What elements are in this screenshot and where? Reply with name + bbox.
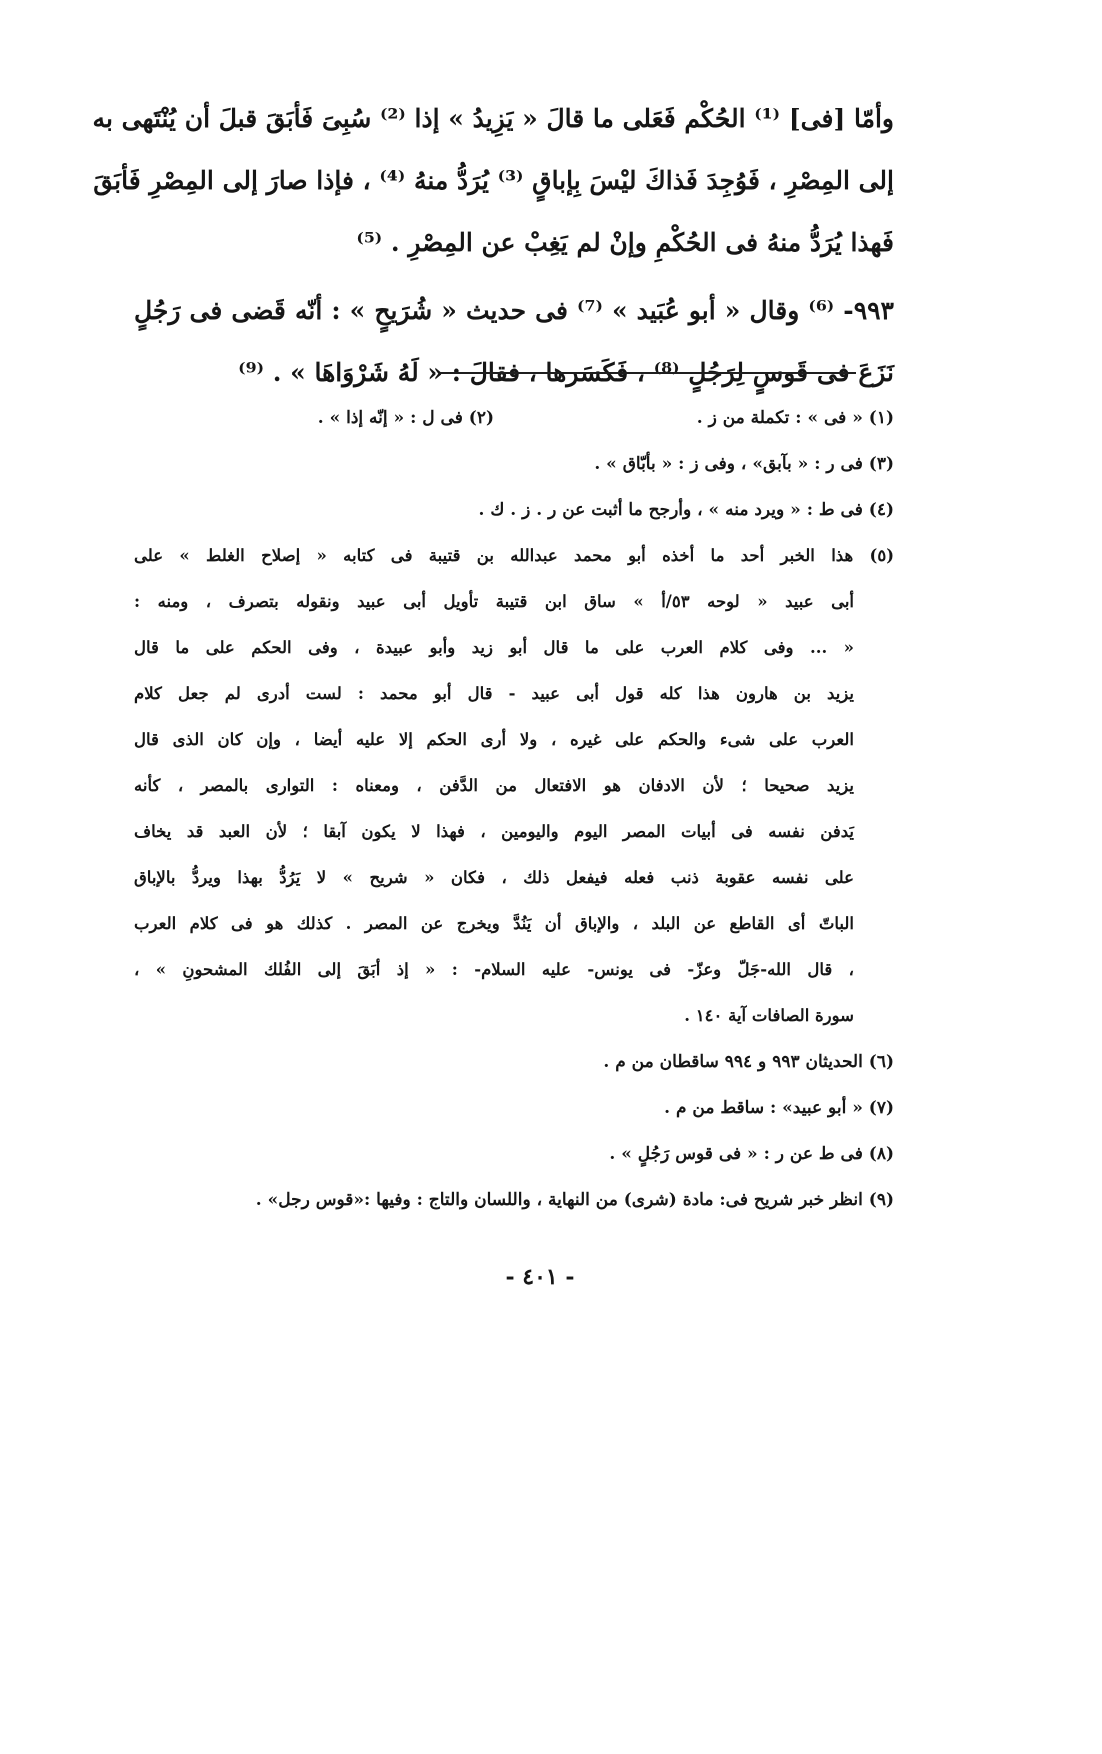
footnote-5-line: سورة الصافات آية ١٤٠ . <box>684 1006 854 1025</box>
footnote-5-line: يَدفن نفسه فى أبيات المصر اليوم واليومين ، فهذا لا يكون آبقا ؛ لأن العبد قد يخاف <box>134 822 854 841</box>
footnote-5-line: (٥) هذا الخبر أحد ما أخذه أبو محمد عبدالله بن قتيبة فى كتابه « إصلاح الغلط » على <box>134 546 894 565</box>
footnote-5-line: يزيد بن هارون هذا كله قول أبى عبيد - قال أبو محمد : لست أدرى لم جعل كلام <box>134 684 854 703</box>
footnote-3: (٣) فى ر : « بآبق» ، وفى ز : « بأبّاق » . <box>594 454 894 474</box>
footnote-divider <box>440 372 856 374</box>
footnote-9: (٩) انظر خبر شريح فى: مادة (شرى) من النهاية ، واللسان والتاج : وفيها :«قوس رجل» . <box>255 1190 894 1210</box>
main-text <box>92 88 894 404</box>
footnote-8: (٨) فى ط عن ر : « فى قوس رَجُلٍ » . <box>609 1144 894 1164</box>
footnote-2: (٢) فى ل : « إنّه إذا » . <box>317 408 494 428</box>
footnote-5-line: يزيد صحيحا ؛ لأن الادفان هو الافتعال من الدَّفن ، ومعناه : التوارى بالمصر ، كأنه <box>134 776 854 795</box>
footnotes <box>134 395 894 1223</box>
footnote-5 <box>134 533 894 1039</box>
footnote-5-line: العرب على شىء والحكم على غيره ، ولا أرى الحكم إلا عليه أيضا ، وإن كان الذى قال <box>134 730 854 749</box>
footnote-6: (٦) الحديثان ٩٩٣ و ٩٩٤ ساقطان من م . <box>603 1052 894 1072</box>
footnote-5-line: « ... وفى كلام العرب على ما قال أبو زيد وأبو عبيدة ، وفى الحكم على ما قال <box>134 638 854 657</box>
main-line: فَهذا يُرَدُّ منهُ فى الحُكْمِ وإنْ لم يَغِبْ عن المِصْرِ . ⁽⁵⁾ <box>356 228 894 257</box>
main-line: وأمّا [فى] ⁽¹⁾ الحُكْم فَعَلى ما قالَ « يَزِيدُ » إذا ⁽²⁾ سُبِىَ فَأبَقَ قبلَ أن يُنْتَهى به <box>92 104 894 133</box>
footnote-5-line: على نفسه عقوبة ذنب فعله فيفعل ذلك ، فكان « شريح » لا يَرُدُّ بهذا ويردُّ بالإباق <box>134 868 854 887</box>
footnote-5-line: ، قال الله-جَلّ وعزّ- فى يونس- عليه السلام- : « إذ أبَقَ إلى الفُلك المشحونِ » ، <box>134 960 854 979</box>
footnote-row <box>134 395 894 441</box>
footnote-7: (٧) « أبو عبيد» : ساقط من م . <box>664 1098 894 1118</box>
page-number: - ٤٠١ - <box>505 1264 575 1290</box>
footnote-4: (٤) فى ط : « ويرد منه » ، وأرجح ما أثبت عن ر . ز . ك . <box>478 500 894 520</box>
main-line: إلى المِصْرِ ، فَوُجِدَ فَذاكَ ليْسَ بِإباقٍ ⁽³⁾ يُرَدُّ منهُ ⁽⁴⁾ ، فإذا صارَ إلى المِصْرِ فَأبَقَ <box>93 166 894 195</box>
footnote-5-line: الباتّ أى القاطع عن البلد ، والإباق أن يَنُدَّ ويخرج عن المصر . كذلك هو فى كلام العرب <box>134 914 854 933</box>
hadith-993-line: ٩٩٣- ⁽⁶⁾ وقال « أبو عُبَيد » ⁽⁷⁾ فى حديث « شُرَيحٍ » : أنّه قَضى فى رَجُلٍ <box>134 296 894 325</box>
footnote-1: (١) « فى » : تكملة من ز . <box>696 408 894 428</box>
footnote-5-line: أبى عبيد « لوحه ٥٣/أ » ساق ابن قتيبة تأويل أبى عبيد ونقوله بتصرف ، ومنه : <box>134 592 854 611</box>
hadith-993-line: نَزَعَ فى قَوسٍ لِرَجُلٍ ⁽⁸⁾ ، فَكَسَرها ، فقالَ : « لَهُ شَرْوَاهَا » . ⁽⁹⁾ <box>238 358 894 387</box>
